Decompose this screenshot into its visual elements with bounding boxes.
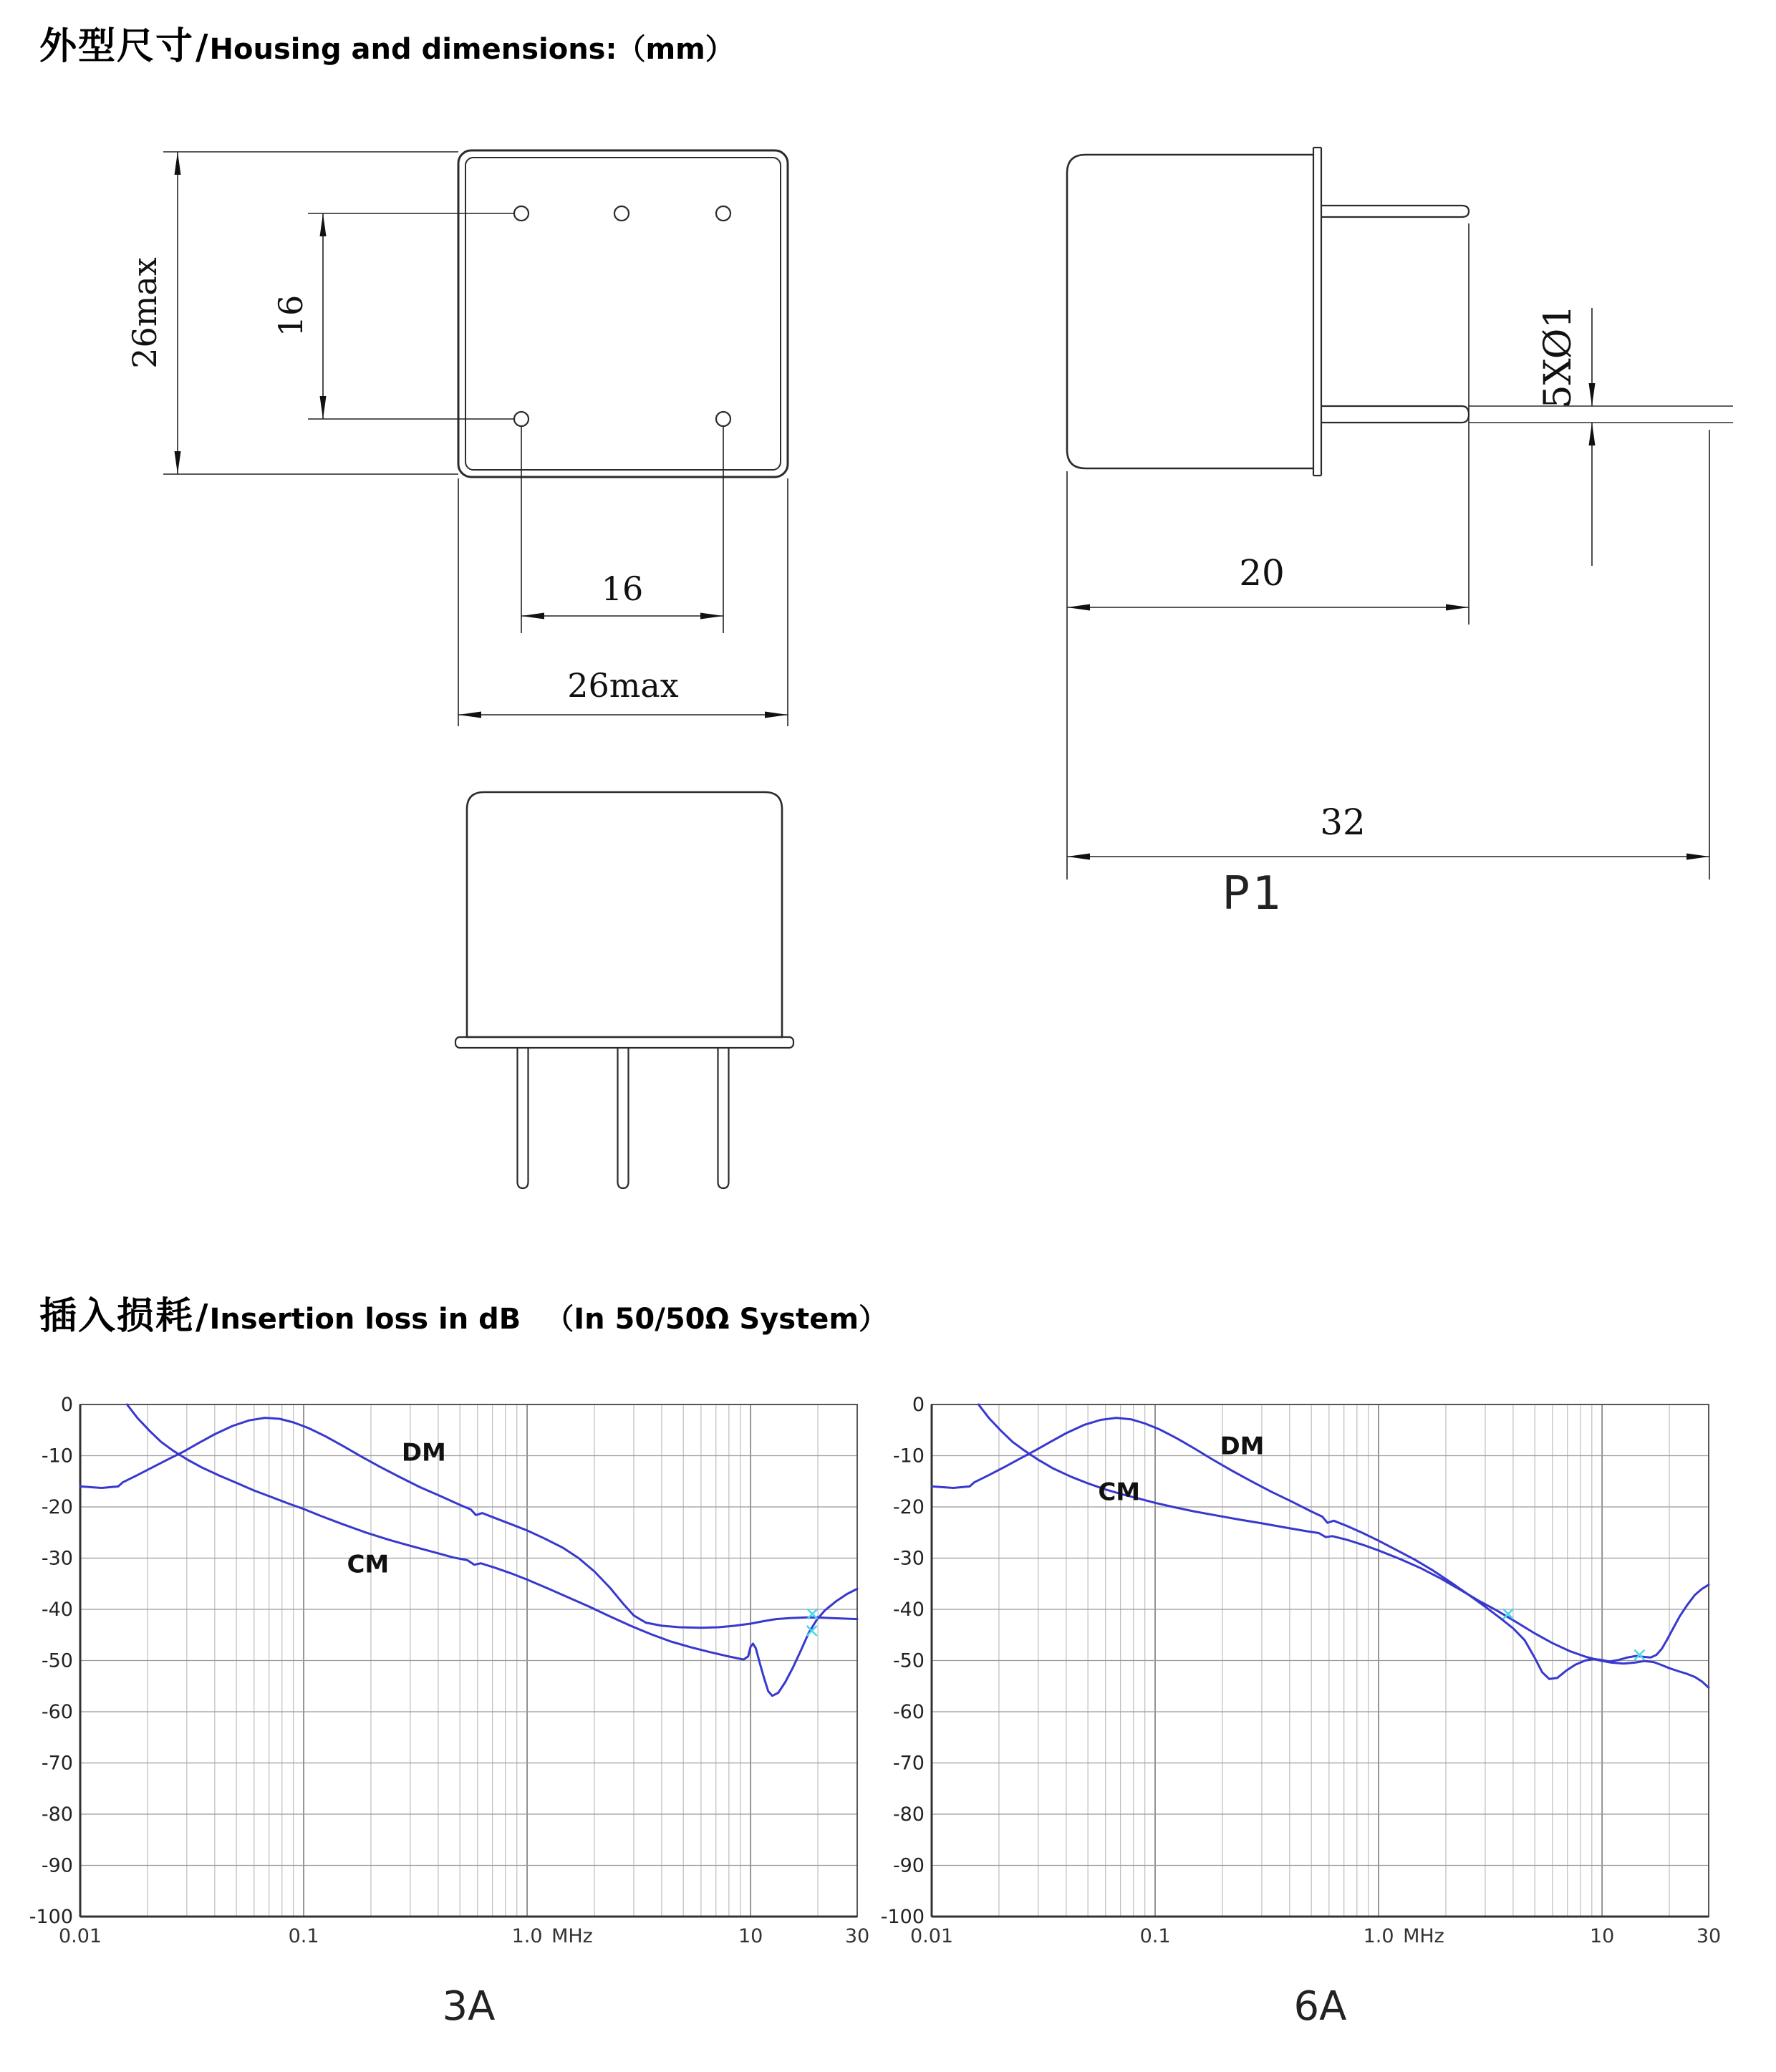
y-tick-label: -90 <box>41 1854 73 1877</box>
x-tick-label: 1.0 <box>1363 1925 1394 1947</box>
dim-label-26max-horizontal: 26max <box>567 666 679 705</box>
housing-title-separator: / <box>196 27 208 67</box>
loss-title-en: Insertion loss in dB <box>209 1303 521 1336</box>
side-view-caption-p1: P1 <box>1222 867 1285 920</box>
loss-title-zh: 插入损耗 <box>39 1295 195 1338</box>
x-tick-label: 0.01 <box>909 1925 954 1947</box>
x-tick-label: 30 <box>844 1925 870 1947</box>
curve-label-cm: CM <box>1098 1478 1141 1507</box>
x-tick-label: 0.1 <box>1139 1925 1171 1947</box>
y-tick-label: -30 <box>892 1547 925 1570</box>
curve-label-cm: CM <box>347 1550 390 1579</box>
chart-6A <box>881 1394 1721 2030</box>
x-tick-label: 0.01 <box>58 1925 102 1947</box>
chart-caption: 6A <box>1293 1983 1347 2030</box>
y-tick-label: -30 <box>41 1547 73 1570</box>
y-tick-label: -10 <box>41 1445 73 1468</box>
y-tick-label: -50 <box>41 1649 73 1672</box>
y-tick-label: -100 <box>880 1906 925 1928</box>
loss-title-system-note: （In 50/50Ω System） <box>545 1303 888 1336</box>
x-axis-unit-label: MHz <box>551 1925 593 1947</box>
curve-label-dm: DM <box>401 1438 446 1468</box>
x-tick-label: 10 <box>1589 1925 1615 1947</box>
y-tick-label: -60 <box>41 1701 73 1723</box>
y-tick-label: -80 <box>41 1803 73 1826</box>
dim-label-26max-vertical: 26max <box>125 257 164 369</box>
y-tick-label: -20 <box>892 1496 925 1518</box>
x-tick-label: 0.1 <box>288 1925 319 1947</box>
x-tick-label: 1.0 <box>511 1925 543 1947</box>
y-tick-label: -100 <box>29 1906 73 1928</box>
x-tick-label: 10 <box>738 1925 763 1947</box>
curve-label-dm: DM <box>1220 1432 1265 1461</box>
chart-caption: 3A <box>442 1983 496 2030</box>
housing-title-zh: 外型尺寸 <box>39 25 195 68</box>
x-tick-label: 30 <box>1696 1925 1722 1947</box>
y-tick-label: -10 <box>892 1445 925 1468</box>
dim-label-20-depth: 20 <box>1239 552 1285 594</box>
dim-label-5x01-pins: 5XØ1 <box>1537 304 1580 409</box>
dim-label-32-overall: 32 <box>1320 801 1366 843</box>
housing-title-en: Housing and dimensions:（mm） <box>209 33 734 66</box>
dim-label-16-horizontal: 16 <box>601 569 644 608</box>
y-tick-label: 0 <box>912 1394 925 1416</box>
y-tick-label: -70 <box>892 1752 925 1775</box>
y-tick-label: -60 <box>892 1701 925 1723</box>
y-tick-label: -90 <box>892 1854 925 1877</box>
y-tick-label: -80 <box>892 1803 925 1826</box>
y-tick-label: -40 <box>892 1599 925 1621</box>
chart-3A <box>29 1394 869 2030</box>
dim-label-16-vertical: 16 <box>271 294 310 337</box>
y-tick-label: -70 <box>41 1752 73 1775</box>
y-tick-label: -20 <box>41 1496 73 1518</box>
x-axis-unit-label: MHz <box>1403 1925 1444 1947</box>
y-tick-label: -40 <box>41 1599 73 1621</box>
y-tick-label: -50 <box>892 1649 925 1672</box>
loss-title-separator: / <box>196 1297 208 1337</box>
y-tick-label: 0 <box>60 1394 73 1416</box>
